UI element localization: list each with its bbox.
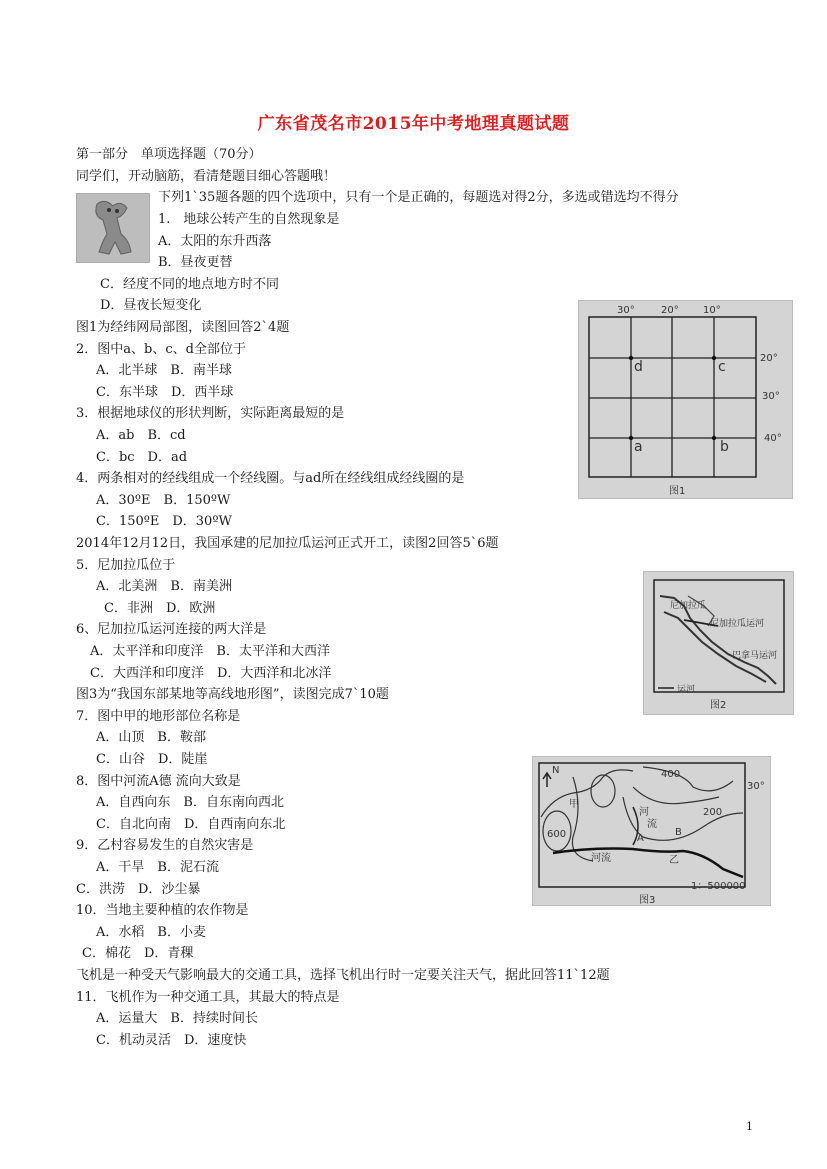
page-number: 1 <box>746 1120 753 1133</box>
option-4cd: C．150ºE D．30ºW <box>96 514 232 529</box>
fig1-point-d: d <box>634 359 643 375</box>
question-7: 7．图中甲的地形部位名称是 <box>76 709 241 724</box>
question-8: 8．图中河流A德 流向大致是 <box>76 774 241 789</box>
fig3-label-b: B <box>675 827 682 838</box>
fig3-label-a: A <box>637 833 644 844</box>
fig3-label-river: 河流 <box>591 853 611 864</box>
option-3cd: C．bc D．ad <box>96 450 188 465</box>
fig1-label-30: 30° <box>617 305 635 316</box>
fig3-label-jia: 甲 <box>569 799 579 810</box>
fig3-scale: 1：500000 <box>691 881 746 892</box>
fig3-north: N <box>552 765 560 776</box>
figure-1-grid <box>578 300 793 499</box>
fig1-point-c: c <box>718 359 726 375</box>
question-1: 1. 地球公转产生的自然现象是 <box>158 212 340 227</box>
option-11ab: A．运量大 B．持续时间长 <box>96 1011 258 1026</box>
option-8cd: C．自北向南 D．自西南向东北 <box>96 817 286 832</box>
fig1-label-lat20: 20° <box>760 353 778 364</box>
fig1-point-a: a <box>634 439 643 455</box>
mascot-image <box>76 193 150 263</box>
option-2ab: A．北半球 B．南半球 <box>96 363 232 378</box>
plane-intro: 飞机是一种受天气影响最大的交通工具，选择飞机出行时一定要关注天气，据此回答11`12题 <box>76 968 610 983</box>
fig1-label-20: 20° <box>661 305 679 316</box>
question-9: 9．乙村容易发生的自然灾害是 <box>76 838 254 853</box>
option-9ab: A．干旱 B．泥石流 <box>96 860 219 875</box>
question-10: 10．当地主要种植的农作物是 <box>76 903 249 918</box>
intro-text: 同学们，开动脑筋，看清楚题目细心答题哦！ <box>76 169 337 184</box>
fig2-label-nicaragua: 尼加拉瓜 <box>670 601 707 611</box>
option-1d: D．昼夜长短变化 <box>100 298 202 313</box>
option-7ab: A．山顶 B．鞍部 <box>96 730 206 745</box>
option-1c: C．经度不同的地点地方时不同 <box>100 277 279 292</box>
option-2cd: C．东半球 D．西半球 <box>96 385 234 400</box>
fig3-label-yi: 乙 <box>669 855 679 866</box>
fig1-label-lat30: 30° <box>762 391 780 402</box>
fig2-label-panama: 巴拿马运河 <box>732 651 778 661</box>
fig1-label-lat40: 40° <box>764 433 782 444</box>
option-5cd: C．非洲 D．欧洲 <box>104 601 216 616</box>
fig2-legend: 运河 <box>677 685 696 695</box>
option-6ab: A．太平洋和印度洋 B．太平洋和大西洋 <box>90 644 330 659</box>
fig3-label-liu: 流 <box>647 819 657 830</box>
option-11cd: C．机动灵活 D．速度快 <box>96 1033 247 1048</box>
fig2-label-canal: 尼加拉瓜运河 <box>710 619 765 629</box>
fig3-intro: 图3为“我国东部某地等高线地形图”，读图完成7`10题 <box>76 687 389 702</box>
question-3: 3．根据地球仪的形状判断，实际距离最短的是 <box>76 406 345 421</box>
fig1-label-10: 10° <box>703 305 721 316</box>
option-5ab: A．北美洲 B．南美洲 <box>96 579 232 594</box>
question-11: 11．飞机作为一种交通工具，其最大的特点是 <box>76 990 340 1005</box>
fig3-caption: 图3 <box>639 895 656 906</box>
option-10cd: C．棉花 D．青稞 <box>82 946 194 961</box>
instructions: 下列1`35题各题的四个选项中，只有一个是正确的，每题选对得2分，多选或错选均不得分 <box>158 190 679 205</box>
figure-2-map <box>643 571 794 715</box>
option-3ab: A．ab B．cd <box>96 428 186 443</box>
fig3-label-he: 河 <box>639 807 649 818</box>
fig1-caption: 图1 <box>669 486 686 497</box>
option-7cd: C．山谷 D．陡崖 <box>96 752 208 767</box>
option-9cd: C．洪涝 D．沙尘暴 <box>76 882 201 897</box>
option-4ab: A．30ºE B．150ºW <box>96 493 231 508</box>
question-5: 5．尼加拉瓜位于 <box>76 558 176 573</box>
question-2: 2．图中a、b、c、d全部位于 <box>76 342 246 357</box>
fig2-caption: 图2 <box>710 700 727 711</box>
fig2-intro: 2014年12月12日，我国承建的尼加拉瓜运河正式开工，读图2回答5`6题 <box>76 536 499 551</box>
fig1-point-b: b <box>720 439 729 455</box>
question-6: 6、尼加拉瓜运河连接的两大洋是 <box>76 622 267 637</box>
section-heading: 第一部分 单项选择题（70分） <box>76 147 262 162</box>
question-4: 4．两条相对的经线组成一个经线圈。与ad所在经线组成经线圈的是 <box>76 471 465 486</box>
option-1b: B．昼夜更替 <box>158 255 233 270</box>
option-8ab: A．自西向东 B．自东南向西北 <box>96 795 284 810</box>
option-10ab: A．水稻 B．小麦 <box>96 925 206 940</box>
fig3-contour-600: 600 <box>547 829 567 840</box>
fig3-contour-400: 400 <box>661 769 681 780</box>
fig3-contour-200: 200 <box>703 807 723 818</box>
page-title: 广东省茂名市2015年中考地理真题试题 <box>257 114 570 134</box>
fig3-lat: 30° <box>747 781 765 792</box>
option-6cd: C．大西洋和印度洋 D．大西洋和北冰洋 <box>90 666 332 681</box>
option-1a: A．太阳的东升西落 <box>158 234 272 249</box>
fig1-intro: 图1为经纬网局部图，读图回答2`4题 <box>76 320 290 335</box>
figure-3-contour <box>532 756 771 906</box>
